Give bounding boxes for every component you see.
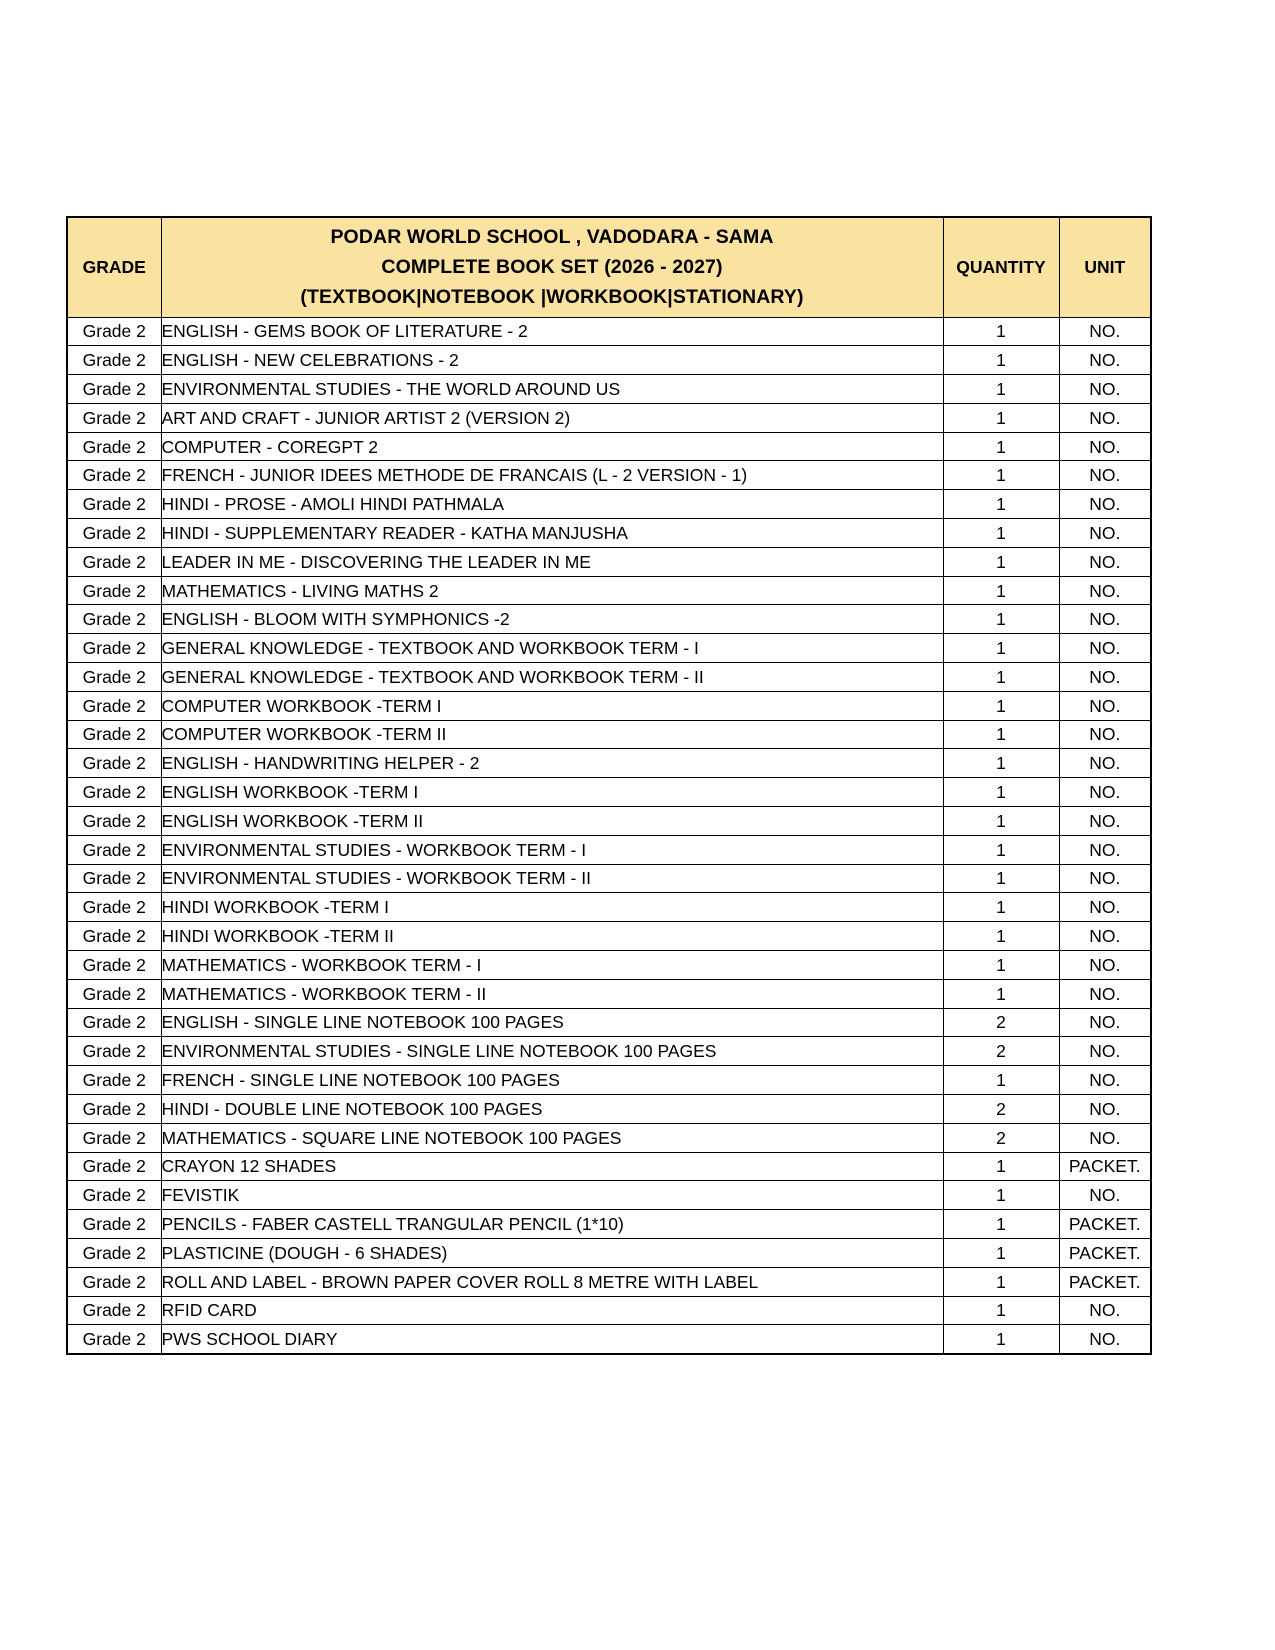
table-row: [67, 749, 1151, 778]
cell-quantity: 2: [943, 1037, 1059, 1066]
book-set-year-line: COMPLETE BOOK SET (2026 - 2027): [381, 256, 723, 279]
table-row: [67, 432, 1151, 461]
table-row: [67, 1267, 1151, 1296]
cell-unit: NO.: [1059, 519, 1151, 548]
cell-grade: Grade 2: [67, 1210, 161, 1239]
table-row: [67, 346, 1151, 375]
cell-unit: NO.: [1059, 1123, 1151, 1152]
table-row: [67, 634, 1151, 663]
cell-grade: Grade 2: [67, 605, 161, 634]
cell-description: HINDI - SUPPLEMENTARY READER - KATHA MANJUSHA: [161, 519, 943, 548]
cell-grade: Grade 2: [67, 317, 161, 346]
table-row: [67, 864, 1151, 893]
cell-quantity: 1: [943, 893, 1059, 922]
cell-quantity: 1: [943, 346, 1059, 375]
cell-description: MATHEMATICS - SQUARE LINE NOTEBOOK 100 PAGES: [161, 1123, 943, 1152]
cell-unit: NO.: [1059, 663, 1151, 692]
cell-grade: Grade 2: [67, 432, 161, 461]
cell-description: COMPUTER WORKBOOK -TERM I: [161, 691, 943, 720]
cell-unit: NO.: [1059, 1066, 1151, 1095]
table-row: [67, 893, 1151, 922]
cell-grade: Grade 2: [67, 519, 161, 548]
cell-unit: NO.: [1059, 1008, 1151, 1037]
cell-unit: NO.: [1059, 864, 1151, 893]
book-set-table-container: [66, 216, 1150, 1355]
table-row: [67, 691, 1151, 720]
cell-quantity: 1: [943, 1325, 1059, 1354]
cell-grade: Grade 2: [67, 403, 161, 432]
cell-quantity: 1: [943, 720, 1059, 749]
table-row: [67, 576, 1151, 605]
cell-unit: NO.: [1059, 720, 1151, 749]
table-row: [67, 835, 1151, 864]
cell-description: PLASTICINE (DOUGH - 6 SHADES): [161, 1239, 943, 1268]
table-row: [67, 922, 1151, 951]
column-header-quantity: QUANTITY: [943, 217, 1059, 317]
table-row: [67, 605, 1151, 634]
cell-quantity: 1: [943, 461, 1059, 490]
cell-grade: Grade 2: [67, 1095, 161, 1124]
cell-unit: NO.: [1059, 922, 1151, 951]
cell-unit: NO.: [1059, 346, 1151, 375]
cell-grade: Grade 2: [67, 807, 161, 836]
cell-unit: NO.: [1059, 951, 1151, 980]
cell-description: COMPUTER - COREGPT 2: [161, 432, 943, 461]
table-header: [67, 217, 1151, 317]
cell-unit: NO.: [1059, 749, 1151, 778]
cell-description: ENGLISH - GEMS BOOK OF LITERATURE - 2: [161, 317, 943, 346]
cell-unit: PACKET.: [1059, 1239, 1151, 1268]
table-row: [67, 951, 1151, 980]
table-row: [67, 1239, 1151, 1268]
cell-unit: NO.: [1059, 634, 1151, 663]
cell-description: ART AND CRAFT - JUNIOR ARTIST 2 (VERSION 2): [161, 403, 943, 432]
table-row: [67, 1095, 1151, 1124]
cell-grade: Grade 2: [67, 778, 161, 807]
table-row: [67, 663, 1151, 692]
cell-description: PENCILS - FABER CASTELL TRANGULAR PENCIL (1*10): [161, 1210, 943, 1239]
cell-quantity: 1: [943, 375, 1059, 404]
cell-quantity: 1: [943, 807, 1059, 836]
cell-description: HINDI - PROSE - AMOLI HINDI PATHMALA: [161, 490, 943, 519]
cell-unit: NO.: [1059, 317, 1151, 346]
cell-description: ENVIRONMENTAL STUDIES - WORKBOOK TERM - II: [161, 864, 943, 893]
cell-quantity: 1: [943, 864, 1059, 893]
cell-unit: NO.: [1059, 461, 1151, 490]
category-list-line: (TEXTBOOK|NOTEBOOK |WORKBOOK|STATIONARY): [300, 286, 804, 309]
cell-quantity: 1: [943, 1152, 1059, 1181]
cell-quantity: 1: [943, 1066, 1059, 1095]
table-row: [67, 720, 1151, 749]
cell-description: ENVIRONMENTAL STUDIES - SINGLE LINE NOTEBOOK 100 PAGES: [161, 1037, 943, 1066]
cell-unit: NO.: [1059, 807, 1151, 836]
cell-description: ENGLISH - SINGLE LINE NOTEBOOK 100 PAGES: [161, 1008, 943, 1037]
table-row: [67, 807, 1151, 836]
table-row: [67, 547, 1151, 576]
cell-grade: Grade 2: [67, 1152, 161, 1181]
table-body: [67, 317, 1151, 1354]
cell-description: MATHEMATICS - LIVING MATHS 2: [161, 576, 943, 605]
cell-quantity: 2: [943, 1123, 1059, 1152]
cell-unit: NO.: [1059, 893, 1151, 922]
cell-grade: Grade 2: [67, 1181, 161, 1210]
cell-description: ENGLISH - NEW CELEBRATIONS - 2: [161, 346, 943, 375]
cell-description: GENERAL KNOWLEDGE - TEXTBOOK AND WORKBOOK TERM - I: [161, 634, 943, 663]
table-row: [67, 403, 1151, 432]
cell-grade: Grade 2: [67, 1267, 161, 1296]
cell-grade: Grade 2: [67, 1325, 161, 1354]
cell-description: GENERAL KNOWLEDGE - TEXTBOOK AND WORKBOOK TERM - II: [161, 663, 943, 692]
cell-quantity: 1: [943, 922, 1059, 951]
table-row: [67, 490, 1151, 519]
cell-grade: Grade 2: [67, 1066, 161, 1095]
cell-unit: NO.: [1059, 979, 1151, 1008]
table-row: [67, 1296, 1151, 1325]
cell-unit: PACKET.: [1059, 1267, 1151, 1296]
table-row: [67, 1210, 1151, 1239]
table-row: [67, 1152, 1151, 1181]
cell-quantity: 1: [943, 519, 1059, 548]
cell-grade: Grade 2: [67, 490, 161, 519]
cell-grade: Grade 2: [67, 461, 161, 490]
cell-unit: NO.: [1059, 1325, 1151, 1354]
cell-quantity: 1: [943, 951, 1059, 980]
table-row: [67, 1123, 1151, 1152]
cell-description: FRENCH - SINGLE LINE NOTEBOOK 100 PAGES: [161, 1066, 943, 1095]
cell-unit: NO.: [1059, 403, 1151, 432]
table-row: [67, 1066, 1151, 1095]
cell-unit: NO.: [1059, 490, 1151, 519]
cell-grade: Grade 2: [67, 346, 161, 375]
cell-quantity: 1: [943, 1210, 1059, 1239]
cell-unit: NO.: [1059, 691, 1151, 720]
cell-grade: Grade 2: [67, 720, 161, 749]
cell-quantity: 1: [943, 749, 1059, 778]
cell-quantity: 1: [943, 605, 1059, 634]
cell-quantity: 1: [943, 403, 1059, 432]
table-row: [67, 461, 1151, 490]
cell-quantity: 1: [943, 1296, 1059, 1325]
table-row: [67, 1181, 1151, 1210]
cell-description: MATHEMATICS - WORKBOOK TERM - II: [161, 979, 943, 1008]
cell-unit: NO.: [1059, 778, 1151, 807]
table-row: [67, 1325, 1151, 1354]
table-row: [67, 778, 1151, 807]
cell-grade: Grade 2: [67, 835, 161, 864]
cell-quantity: 1: [943, 1267, 1059, 1296]
cell-description: HINDI WORKBOOK -TERM I: [161, 893, 943, 922]
cell-description: HINDI WORKBOOK -TERM II: [161, 922, 943, 951]
book-set-table: [66, 216, 1152, 1355]
cell-description: FEVISTIK: [161, 1181, 943, 1210]
cell-description: CRAYON 12 SHADES: [161, 1152, 943, 1181]
cell-description: FRENCH - JUNIOR IDEES METHODE DE FRANCAIS (L - 2 VERSION - 1): [161, 461, 943, 490]
cell-quantity: 1: [943, 835, 1059, 864]
table-row: [67, 1037, 1151, 1066]
cell-quantity: 1: [943, 490, 1059, 519]
table-row: [67, 979, 1151, 1008]
cell-grade: Grade 2: [67, 547, 161, 576]
cell-description: MATHEMATICS - WORKBOOK TERM - I: [161, 951, 943, 980]
column-header-title: [161, 217, 943, 317]
cell-description: LEADER IN ME - DISCOVERING THE LEADER IN ME: [161, 547, 943, 576]
cell-quantity: 1: [943, 547, 1059, 576]
cell-description: ENGLISH WORKBOOK -TERM I: [161, 778, 943, 807]
table-row: [67, 1008, 1151, 1037]
table-row: [67, 519, 1151, 548]
cell-grade: Grade 2: [67, 375, 161, 404]
column-header-unit: UNIT: [1059, 217, 1151, 317]
cell-quantity: 1: [943, 778, 1059, 807]
cell-description: COMPUTER WORKBOOK -TERM II: [161, 720, 943, 749]
cell-grade: Grade 2: [67, 1008, 161, 1037]
cell-grade: Grade 2: [67, 634, 161, 663]
school-name-line: PODAR WORLD SCHOOL , VADODARA - SAMA: [330, 225, 774, 248]
cell-description: ENGLISH - BLOOM WITH SYMPHONICS -2: [161, 605, 943, 634]
cell-grade: Grade 2: [67, 1037, 161, 1066]
cell-quantity: 1: [943, 663, 1059, 692]
table-row: [67, 375, 1151, 404]
cell-unit: NO.: [1059, 605, 1151, 634]
cell-description: ENVIRONMENTAL STUDIES - THE WORLD AROUND US: [161, 375, 943, 404]
cell-quantity: 1: [943, 691, 1059, 720]
table-row: [67, 317, 1151, 346]
cell-grade: Grade 2: [67, 1123, 161, 1152]
cell-quantity: 1: [943, 432, 1059, 461]
cell-grade: Grade 2: [67, 922, 161, 951]
cell-grade: Grade 2: [67, 979, 161, 1008]
cell-unit: NO.: [1059, 576, 1151, 605]
cell-unit: NO.: [1059, 1296, 1151, 1325]
cell-unit: NO.: [1059, 375, 1151, 404]
cell-grade: Grade 2: [67, 1239, 161, 1268]
cell-unit: NO.: [1059, 1181, 1151, 1210]
cell-grade: Grade 2: [67, 576, 161, 605]
cell-unit: NO.: [1059, 432, 1151, 461]
cell-grade: Grade 2: [67, 749, 161, 778]
cell-grade: Grade 2: [67, 663, 161, 692]
cell-grade: Grade 2: [67, 1296, 161, 1325]
cell-quantity: 1: [943, 1239, 1059, 1268]
cell-unit: NO.: [1059, 547, 1151, 576]
cell-description: HINDI - DOUBLE LINE NOTEBOOK 100 PAGES: [161, 1095, 943, 1124]
cell-grade: Grade 2: [67, 893, 161, 922]
cell-unit: NO.: [1059, 1037, 1151, 1066]
cell-description: ROLL AND LABEL - BROWN PAPER COVER ROLL 8 METRE WITH LABEL: [161, 1267, 943, 1296]
header-row: [67, 217, 1151, 317]
cell-quantity: 1: [943, 979, 1059, 1008]
cell-unit: NO.: [1059, 835, 1151, 864]
cell-quantity: 2: [943, 1008, 1059, 1037]
cell-quantity: 1: [943, 576, 1059, 605]
cell-unit: PACKET.: [1059, 1210, 1151, 1239]
cell-unit: NO.: [1059, 1095, 1151, 1124]
cell-description: PWS SCHOOL DIARY: [161, 1325, 943, 1354]
cell-quantity: 1: [943, 317, 1059, 346]
column-header-grade: GRADE: [67, 217, 161, 317]
cell-description: ENGLISH WORKBOOK -TERM II: [161, 807, 943, 836]
cell-description: ENVIRONMENTAL STUDIES - WORKBOOK TERM - I: [161, 835, 943, 864]
cell-grade: Grade 2: [67, 691, 161, 720]
cell-description: ENGLISH - HANDWRITING HELPER - 2: [161, 749, 943, 778]
cell-unit: PACKET.: [1059, 1152, 1151, 1181]
cell-quantity: 1: [943, 634, 1059, 663]
cell-grade: Grade 2: [67, 864, 161, 893]
cell-grade: Grade 2: [67, 951, 161, 980]
cell-quantity: 2: [943, 1095, 1059, 1124]
cell-description: RFID CARD: [161, 1296, 943, 1325]
cell-quantity: 1: [943, 1181, 1059, 1210]
